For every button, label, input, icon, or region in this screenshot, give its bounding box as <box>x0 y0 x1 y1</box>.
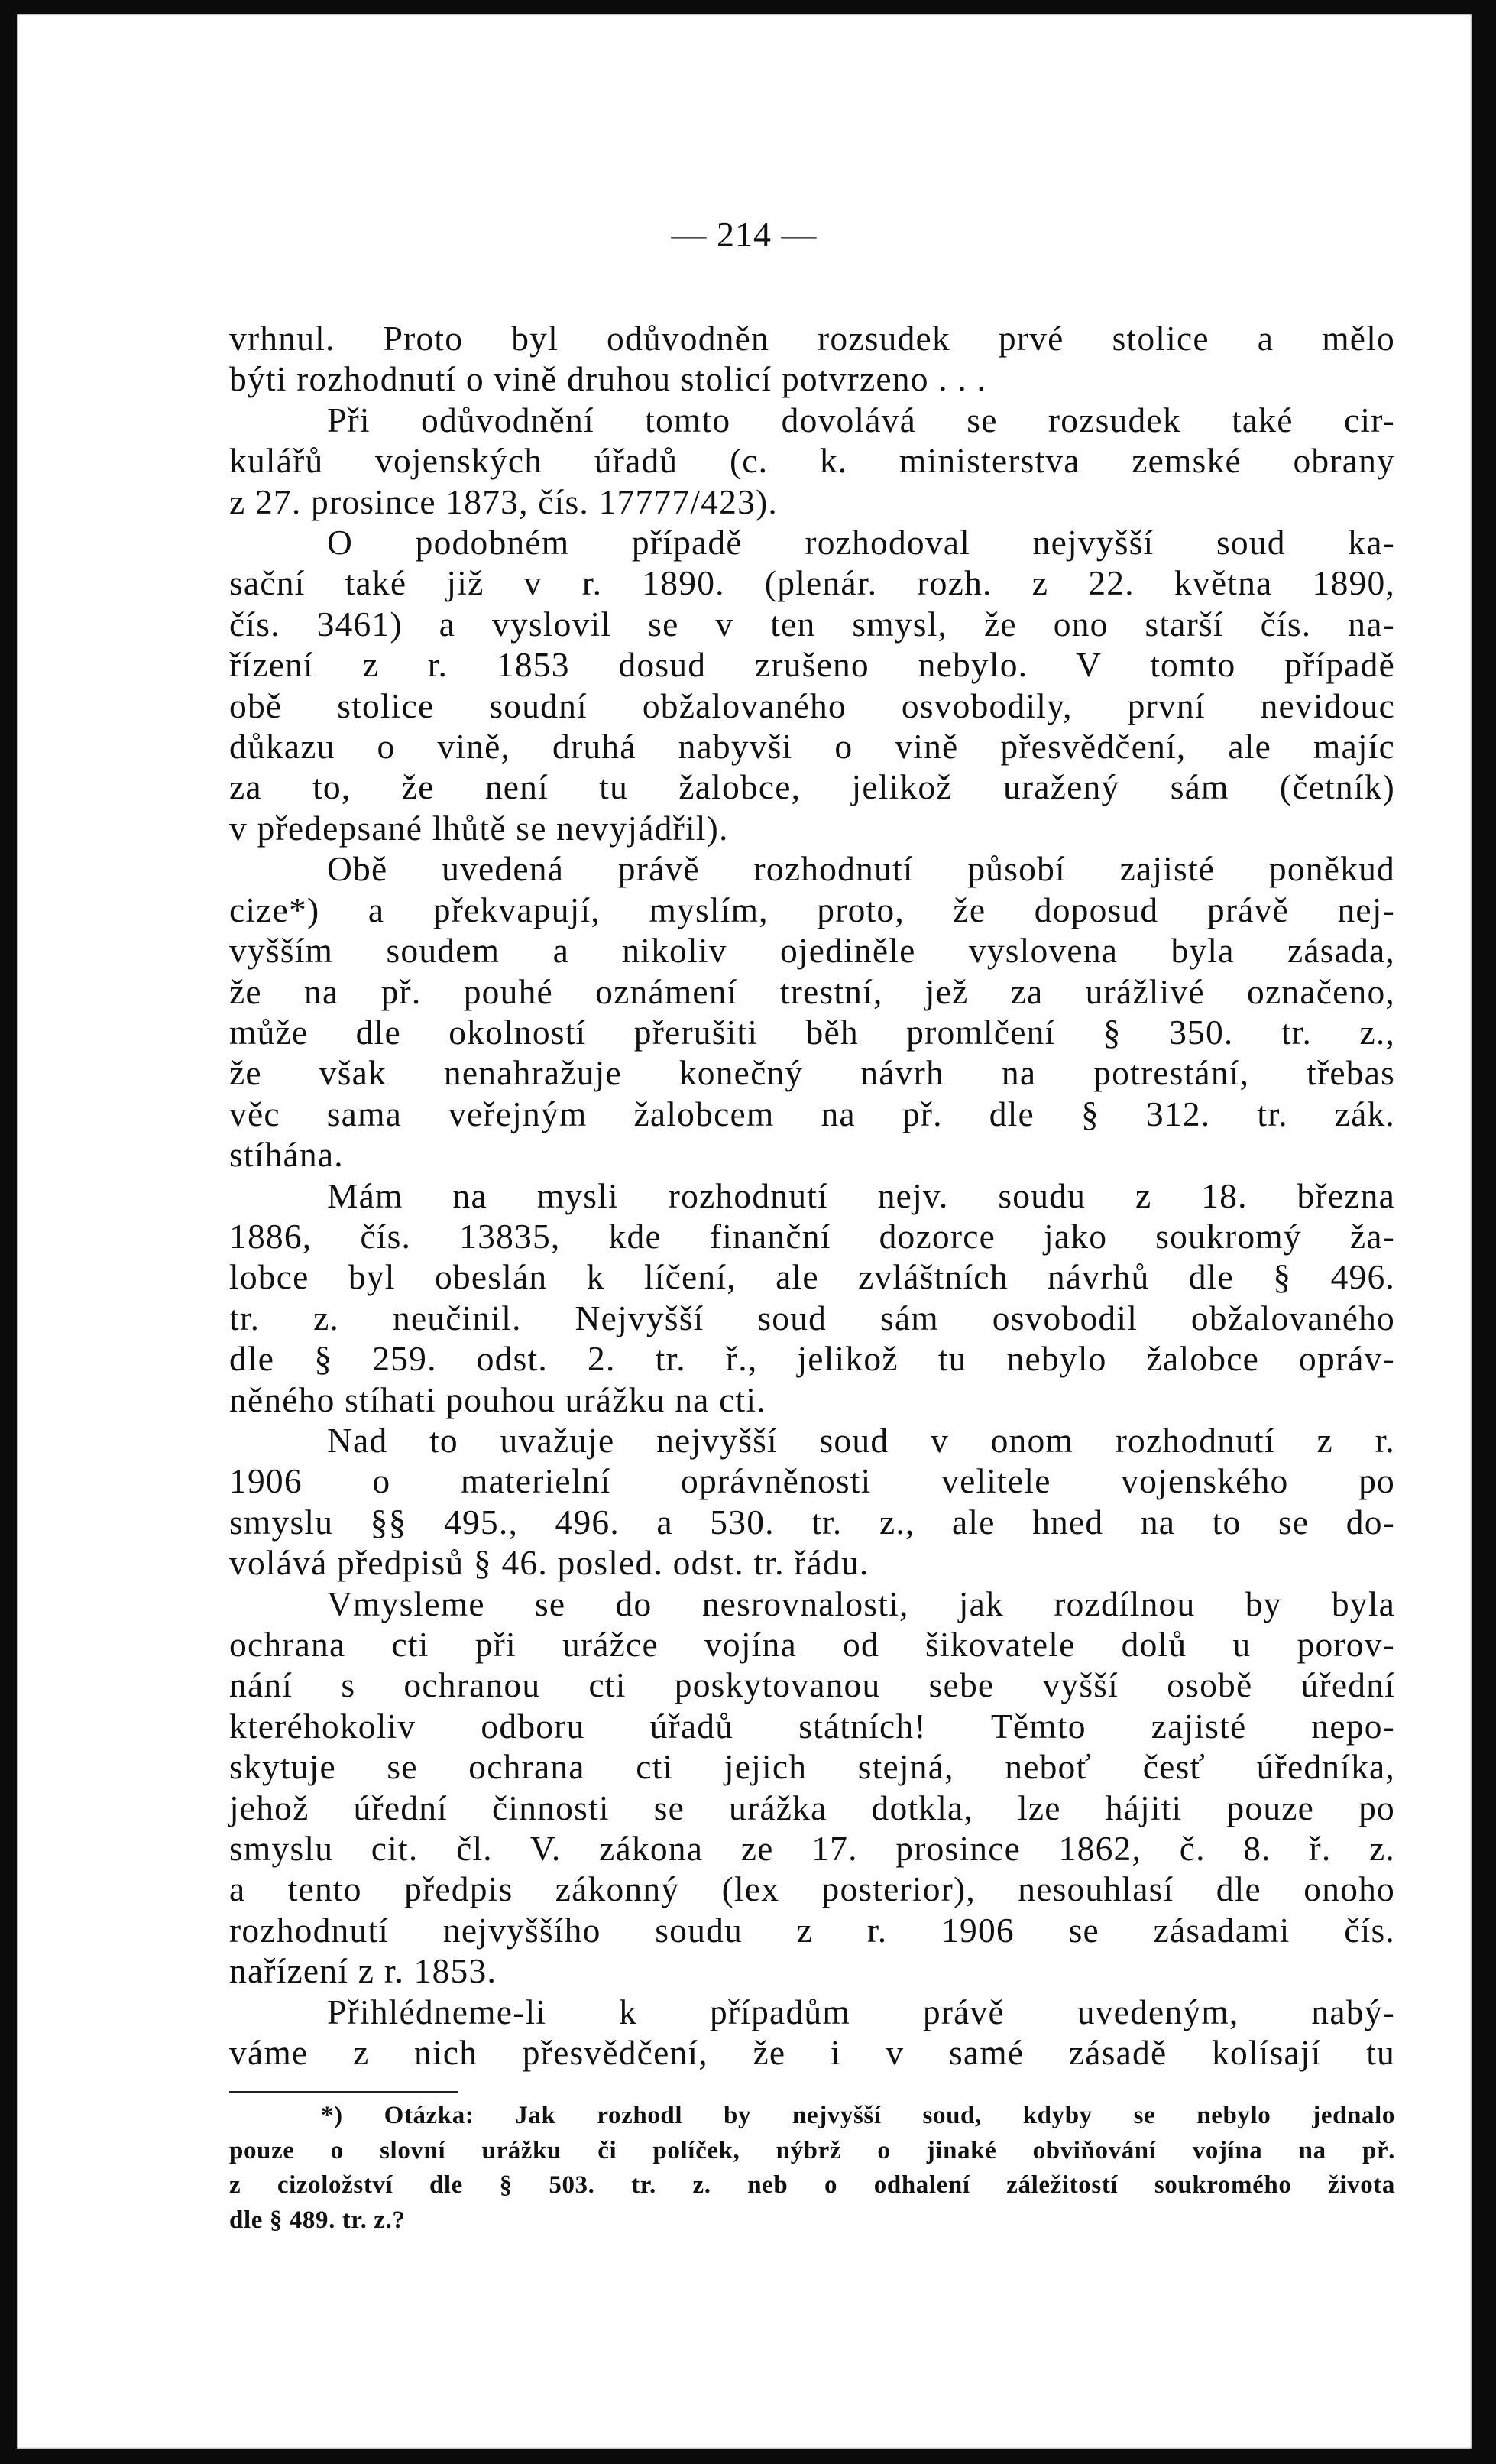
text-line: Přihlédneme-li k případům právě uvedeným, nabý- <box>327 1992 1395 2031</box>
text-line: nání s ochranou cti poskytovanou sebe vyšší osobě úřední <box>229 1665 1395 1705</box>
text-line: že na př. pouhé oznámení trestní, jež za urážlivé označeno, <box>229 971 1395 1011</box>
text-line: Obě uvedená právě rozhodnutí působí zajisté poněkud <box>327 849 1395 889</box>
text-line: řízení z r. 1853 dosud zrušeno nebylo. V tomto případě <box>229 645 1395 685</box>
text-line: za to, že není tu žalobce, jelikož uražený sám (četník) <box>229 767 1395 807</box>
text-line: jehož úřední činnosti se urážka dotkla, lze hájiti pouze po <box>229 1788 1395 1827</box>
text-line: sační také již v r. 1890. (plenár. rozh. z 22. května 1890, <box>229 563 1395 603</box>
text-line: ochrana cti při urážce vojína od šikovatele dolů u porov- <box>229 1625 1395 1664</box>
text-line: že však nenahražuje konečný návrh na potrestání, třebas <box>229 1053 1395 1093</box>
text-line: věc sama veřejným žalobcem na př. dle § 312. tr. zák. <box>229 1094 1395 1133</box>
text-line: smyslu cit. čl. V. zákona ze 17. prosince 1862, č. 8. ř. z. <box>229 1829 1395 1869</box>
footnote-divider <box>229 2091 458 2093</box>
text-line: může dle okolností přerušiti běh promlčení § 350. tr. z., <box>229 1012 1395 1052</box>
footnote-line: *) Otázka: Jak rozhodl by nejvyšší soud, kdyby se nebylo jednalo <box>321 2102 1395 2129</box>
text-line: kulářů vojenských úřadů (c. k. ministerstva zemské obrany <box>229 441 1395 481</box>
text-line: dle § 259. odst. 2. tr. ř., jelikož tu nebylo žalobce opráv- <box>229 1339 1395 1379</box>
text-line: Mám na mysli rozhodnutí nejv. soudu z 18. března <box>327 1175 1395 1215</box>
text-line: Vmysleme se do nesrovnalosti, jak rozdílnou by byla <box>327 1584 1395 1623</box>
text-line: nařízení z r. 1853. <box>229 1951 497 1991</box>
footnote-line: dle § 489. tr. z.? <box>229 2206 406 2234</box>
text-line: cize*) a překvapují, myslím, proto, že doposud právě nej- <box>229 890 1395 929</box>
text-line: obě stolice soudní obžalovaného osvobodily, první nevidouc <box>229 686 1395 725</box>
text-line: vyšším soudem a nikoliv ojediněle vyslovena byla zásada, <box>229 931 1395 971</box>
text-line: v předepsané lhůtě se nevyjádřil). <box>229 808 729 848</box>
footnote-line: z cizoložství dle § 503. tr. z. neb o odhalení záležitostí soukromého života <box>229 2171 1395 2199</box>
text-line: čís. 3461) a vyslovil se v ten smysl, že ono starší čís. na- <box>229 604 1395 644</box>
text-line: něného stíhati pouhou urážku na cti. <box>229 1380 766 1419</box>
page-number: — 214 — <box>671 215 818 254</box>
text-line: rozhodnutí nejvyššího soudu z r. 1906 se zásadami čís. <box>229 1910 1395 1950</box>
text-line: smyslu §§ 495., 496. a 530. tr. z., ale hned na to se do- <box>229 1502 1395 1542</box>
text-line: důkazu o vině, druhá nabyvši o vině přesvědčení, ale majíc <box>229 727 1395 767</box>
text-line: stíhána. <box>229 1135 344 1175</box>
text-line: 1886, čís. 13835, kde finanční dozorce jako soukromý ža- <box>229 1216 1395 1256</box>
text-line: z 27. prosince 1873, čís. 17777/423). <box>229 481 778 521</box>
footnote <box>229 2099 1395 2238</box>
text-line: 1906 o materielní oprávněnosti velitele vojenského po <box>229 1461 1395 1501</box>
text-line: a tento předpis zákonný (lex posterior), nesouhlasí dle onoho <box>229 1869 1395 1909</box>
text-line: volává předpisů § 46. posled. odst. tr. řádu. <box>229 1543 869 1583</box>
book-page <box>17 14 1472 2449</box>
text-line: váme z nich přesvědčení, že i v samé zásadě kolísají tu <box>229 2033 1395 2073</box>
text-line: skytuje se ochrana cti jejich stejná, neboť česť úředníka, <box>229 1747 1395 1787</box>
text-line: Při odůvodnění tomto dovolává se rozsudek také cir- <box>327 400 1395 439</box>
text-line: vrhnul. Proto byl odůvodněn rozsudek prvé stolice a mělo <box>229 319 1395 358</box>
text-line: býti rozhodnutí o vině druhou stolicí potvrzeno . . . <box>229 359 987 399</box>
footnote-line: pouze o slovní urážku či políček, nýbrž o jinaké obviňování vojína na př. <box>229 2136 1395 2164</box>
text-line: O podobném případě rozhodoval nejvyšší soud ka- <box>327 523 1395 563</box>
main-text <box>229 318 1395 2073</box>
text-line: kteréhokoliv odboru úřadů státních! Těmto zajisté nepo- <box>229 1706 1395 1746</box>
text-line: tr. z. neučinil. Nejvyšší soud sám osvobodil obžalovaného <box>229 1298 1395 1337</box>
text-line: lobce byl obeslán k líčení, ale zvláštních návrhů dle § 496. <box>229 1257 1395 1297</box>
text-line: Nad to uvažuje nejvyšší soud v onom rozhodnutí z r. <box>327 1420 1395 1460</box>
